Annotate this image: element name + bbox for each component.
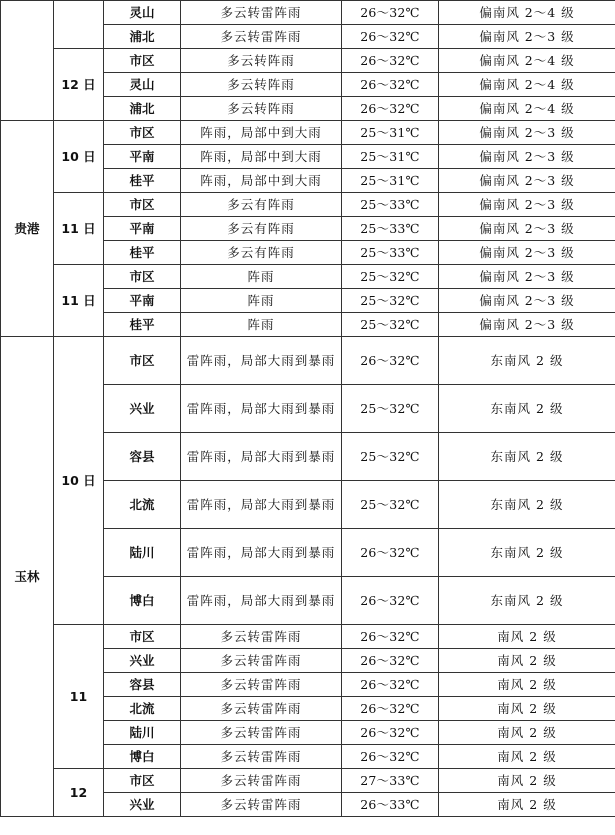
table-row: [1, 265, 615, 289]
weather-cell: 多云转阵雨: [181, 49, 342, 73]
day-cell: [54, 1, 104, 49]
table-row: [1, 337, 615, 385]
weather-cell: 多云转雷阵雨: [181, 673, 342, 697]
wind-cell: 偏南风 2～3 级: [439, 313, 615, 337]
temperature-cell: 26～32℃: [342, 1, 439, 25]
area-cell: 桂平: [104, 241, 181, 265]
area-cell: 平南: [104, 289, 181, 313]
temperature-cell: 25～33℃: [342, 193, 439, 217]
weather-cell: 多云转阵雨: [181, 73, 342, 97]
weather-cell: 多云转雷阵雨: [181, 625, 342, 649]
wind-cell: 南风 2 级: [439, 769, 615, 793]
wind-cell: 偏南风 2～3 级: [439, 217, 615, 241]
wind-cell: 东南风 2 级: [439, 337, 615, 385]
weather-cell: 多云转雷阵雨: [181, 697, 342, 721]
day-cell: 11: [54, 625, 104, 769]
area-cell: 陆川: [104, 529, 181, 577]
area-cell: 容县: [104, 673, 181, 697]
table-row: [1, 625, 615, 649]
temperature-cell: 26～32℃: [342, 97, 439, 121]
city-cell: 玉林: [1, 337, 54, 817]
weather-cell: 阵雨: [181, 289, 342, 313]
day-cell: 12 日: [54, 49, 104, 121]
wind-cell: 南风 2 级: [439, 721, 615, 745]
weather-cell: 多云转阵雨: [181, 97, 342, 121]
temperature-cell: 26～32℃: [342, 697, 439, 721]
area-cell: 市区: [104, 625, 181, 649]
temperature-cell: 25～33℃: [342, 217, 439, 241]
table-row: [1, 49, 615, 73]
table-row: [1, 193, 615, 217]
wind-cell: 南风 2 级: [439, 697, 615, 721]
weather-cell: 阵雨: [181, 313, 342, 337]
weather-cell: 雷阵雨，局部大雨到暴雨: [181, 337, 342, 385]
temperature-cell: 25～32℃: [342, 385, 439, 433]
weather-cell: 多云转雷阵雨: [181, 745, 342, 769]
area-cell: 桂平: [104, 169, 181, 193]
area-cell: 灵山: [104, 73, 181, 97]
weather-cell: 多云转雷阵雨: [181, 1, 342, 25]
temperature-cell: 25～31℃: [342, 169, 439, 193]
city-cell: 贵港: [1, 121, 54, 337]
weather-cell: 多云转雷阵雨: [181, 649, 342, 673]
area-cell: 市区: [104, 265, 181, 289]
area-cell: 市区: [104, 121, 181, 145]
temperature-cell: 26～32℃: [342, 73, 439, 97]
area-cell: 兴业: [104, 793, 181, 817]
weather-cell: 多云转雷阵雨: [181, 721, 342, 745]
area-cell: 兴业: [104, 385, 181, 433]
temperature-cell: 26～32℃: [342, 49, 439, 73]
weather-cell: 雷阵雨，局部大雨到暴雨: [181, 433, 342, 481]
wind-cell: 偏南风 2～3 级: [439, 121, 615, 145]
wind-cell: 偏南风 2～3 级: [439, 241, 615, 265]
wind-cell: 东南风 2 级: [439, 385, 615, 433]
table-row: [1, 121, 615, 145]
weather-cell: 雷阵雨，局部大雨到暴雨: [181, 529, 342, 577]
temperature-cell: 26～32℃: [342, 625, 439, 649]
area-cell: 浦北: [104, 97, 181, 121]
area-cell: 北流: [104, 481, 181, 529]
wind-cell: 偏南风 2～3 级: [439, 169, 615, 193]
weather-cell: 雷阵雨，局部大雨到暴雨: [181, 385, 342, 433]
temperature-cell: 25～32℃: [342, 265, 439, 289]
temperature-cell: 26～33℃: [342, 793, 439, 817]
wind-cell: 东南风 2 级: [439, 481, 615, 529]
temperature-cell: 26～32℃: [342, 337, 439, 385]
area-cell: 博白: [104, 745, 181, 769]
wind-cell: 东南风 2 级: [439, 433, 615, 481]
temperature-cell: 26～32℃: [342, 577, 439, 625]
area-cell: 容县: [104, 433, 181, 481]
weather-cell: 多云有阵雨: [181, 241, 342, 265]
table-row: [1, 1, 615, 25]
area-cell: 浦北: [104, 25, 181, 49]
temperature-cell: 25～32℃: [342, 481, 439, 529]
temperature-cell: 26～32℃: [342, 25, 439, 49]
weather-cell: 多云有阵雨: [181, 217, 342, 241]
weather-cell: 雷阵雨，局部大雨到暴雨: [181, 577, 342, 625]
area-cell: 北流: [104, 697, 181, 721]
wind-cell: 偏南风 2～3 级: [439, 25, 615, 49]
weather-cell: 多云转雷阵雨: [181, 25, 342, 49]
area-cell: 市区: [104, 337, 181, 385]
wind-cell: 南风 2 级: [439, 649, 615, 673]
city-cell: [1, 1, 54, 121]
wind-cell: 东南风 2 级: [439, 577, 615, 625]
wind-cell: 偏南风 2～3 级: [439, 145, 615, 169]
area-cell: 兴业: [104, 649, 181, 673]
weather-cell: 阵雨，局部中到大雨: [181, 145, 342, 169]
wind-cell: 偏南风 2～4 级: [439, 73, 615, 97]
temperature-cell: 26～32℃: [342, 529, 439, 577]
weather-cell: 多云转雷阵雨: [181, 769, 342, 793]
wind-cell: 南风 2 级: [439, 673, 615, 697]
wind-cell: 南风 2 级: [439, 745, 615, 769]
weather-cell: 阵雨: [181, 265, 342, 289]
temperature-cell: 25～32℃: [342, 313, 439, 337]
temperature-cell: 25～32℃: [342, 433, 439, 481]
day-cell: 10 日: [54, 121, 104, 193]
weather-cell: 阵雨，局部中到大雨: [181, 169, 342, 193]
wind-cell: 偏南风 2～3 级: [439, 265, 615, 289]
weather-cell: 雷阵雨，局部大雨到暴雨: [181, 481, 342, 529]
temperature-cell: 26～32℃: [342, 649, 439, 673]
temperature-cell: 25～31℃: [342, 145, 439, 169]
temperature-cell: 25～33℃: [342, 241, 439, 265]
wind-cell: 偏南风 2～3 级: [439, 289, 615, 313]
wind-cell: 南风 2 级: [439, 793, 615, 817]
area-cell: 灵山: [104, 1, 181, 25]
temperature-cell: 26～32℃: [342, 721, 439, 745]
day-cell: 10 日: [54, 337, 104, 625]
temperature-cell: 26～32℃: [342, 745, 439, 769]
area-cell: 市区: [104, 769, 181, 793]
temperature-cell: 25～32℃: [342, 289, 439, 313]
area-cell: 市区: [104, 193, 181, 217]
wind-cell: 南风 2 级: [439, 625, 615, 649]
weather-cell: 阵雨，局部中到大雨: [181, 121, 342, 145]
area-cell: 平南: [104, 145, 181, 169]
day-cell: 12: [54, 769, 104, 817]
day-cell: 11 日: [54, 193, 104, 265]
temperature-cell: 27～33℃: [342, 769, 439, 793]
wind-cell: 偏南风 2～4 级: [439, 49, 615, 73]
area-cell: 陆川: [104, 721, 181, 745]
day-cell: 11 日: [54, 265, 104, 337]
wind-cell: 偏南风 2～3 级: [439, 193, 615, 217]
wind-cell: 东南风 2 级: [439, 529, 615, 577]
table-row: [1, 769, 615, 793]
area-cell: 桂平: [104, 313, 181, 337]
wind-cell: 偏南风 2～4 级: [439, 1, 615, 25]
area-cell: 平南: [104, 217, 181, 241]
temperature-cell: 25～31℃: [342, 121, 439, 145]
temperature-cell: 26～32℃: [342, 673, 439, 697]
area-cell: 博白: [104, 577, 181, 625]
weather-cell: 多云有阵雨: [181, 193, 342, 217]
weather-cell: 多云转雷阵雨: [181, 793, 342, 817]
wind-cell: 偏南风 2～4 级: [439, 97, 615, 121]
area-cell: 市区: [104, 49, 181, 73]
